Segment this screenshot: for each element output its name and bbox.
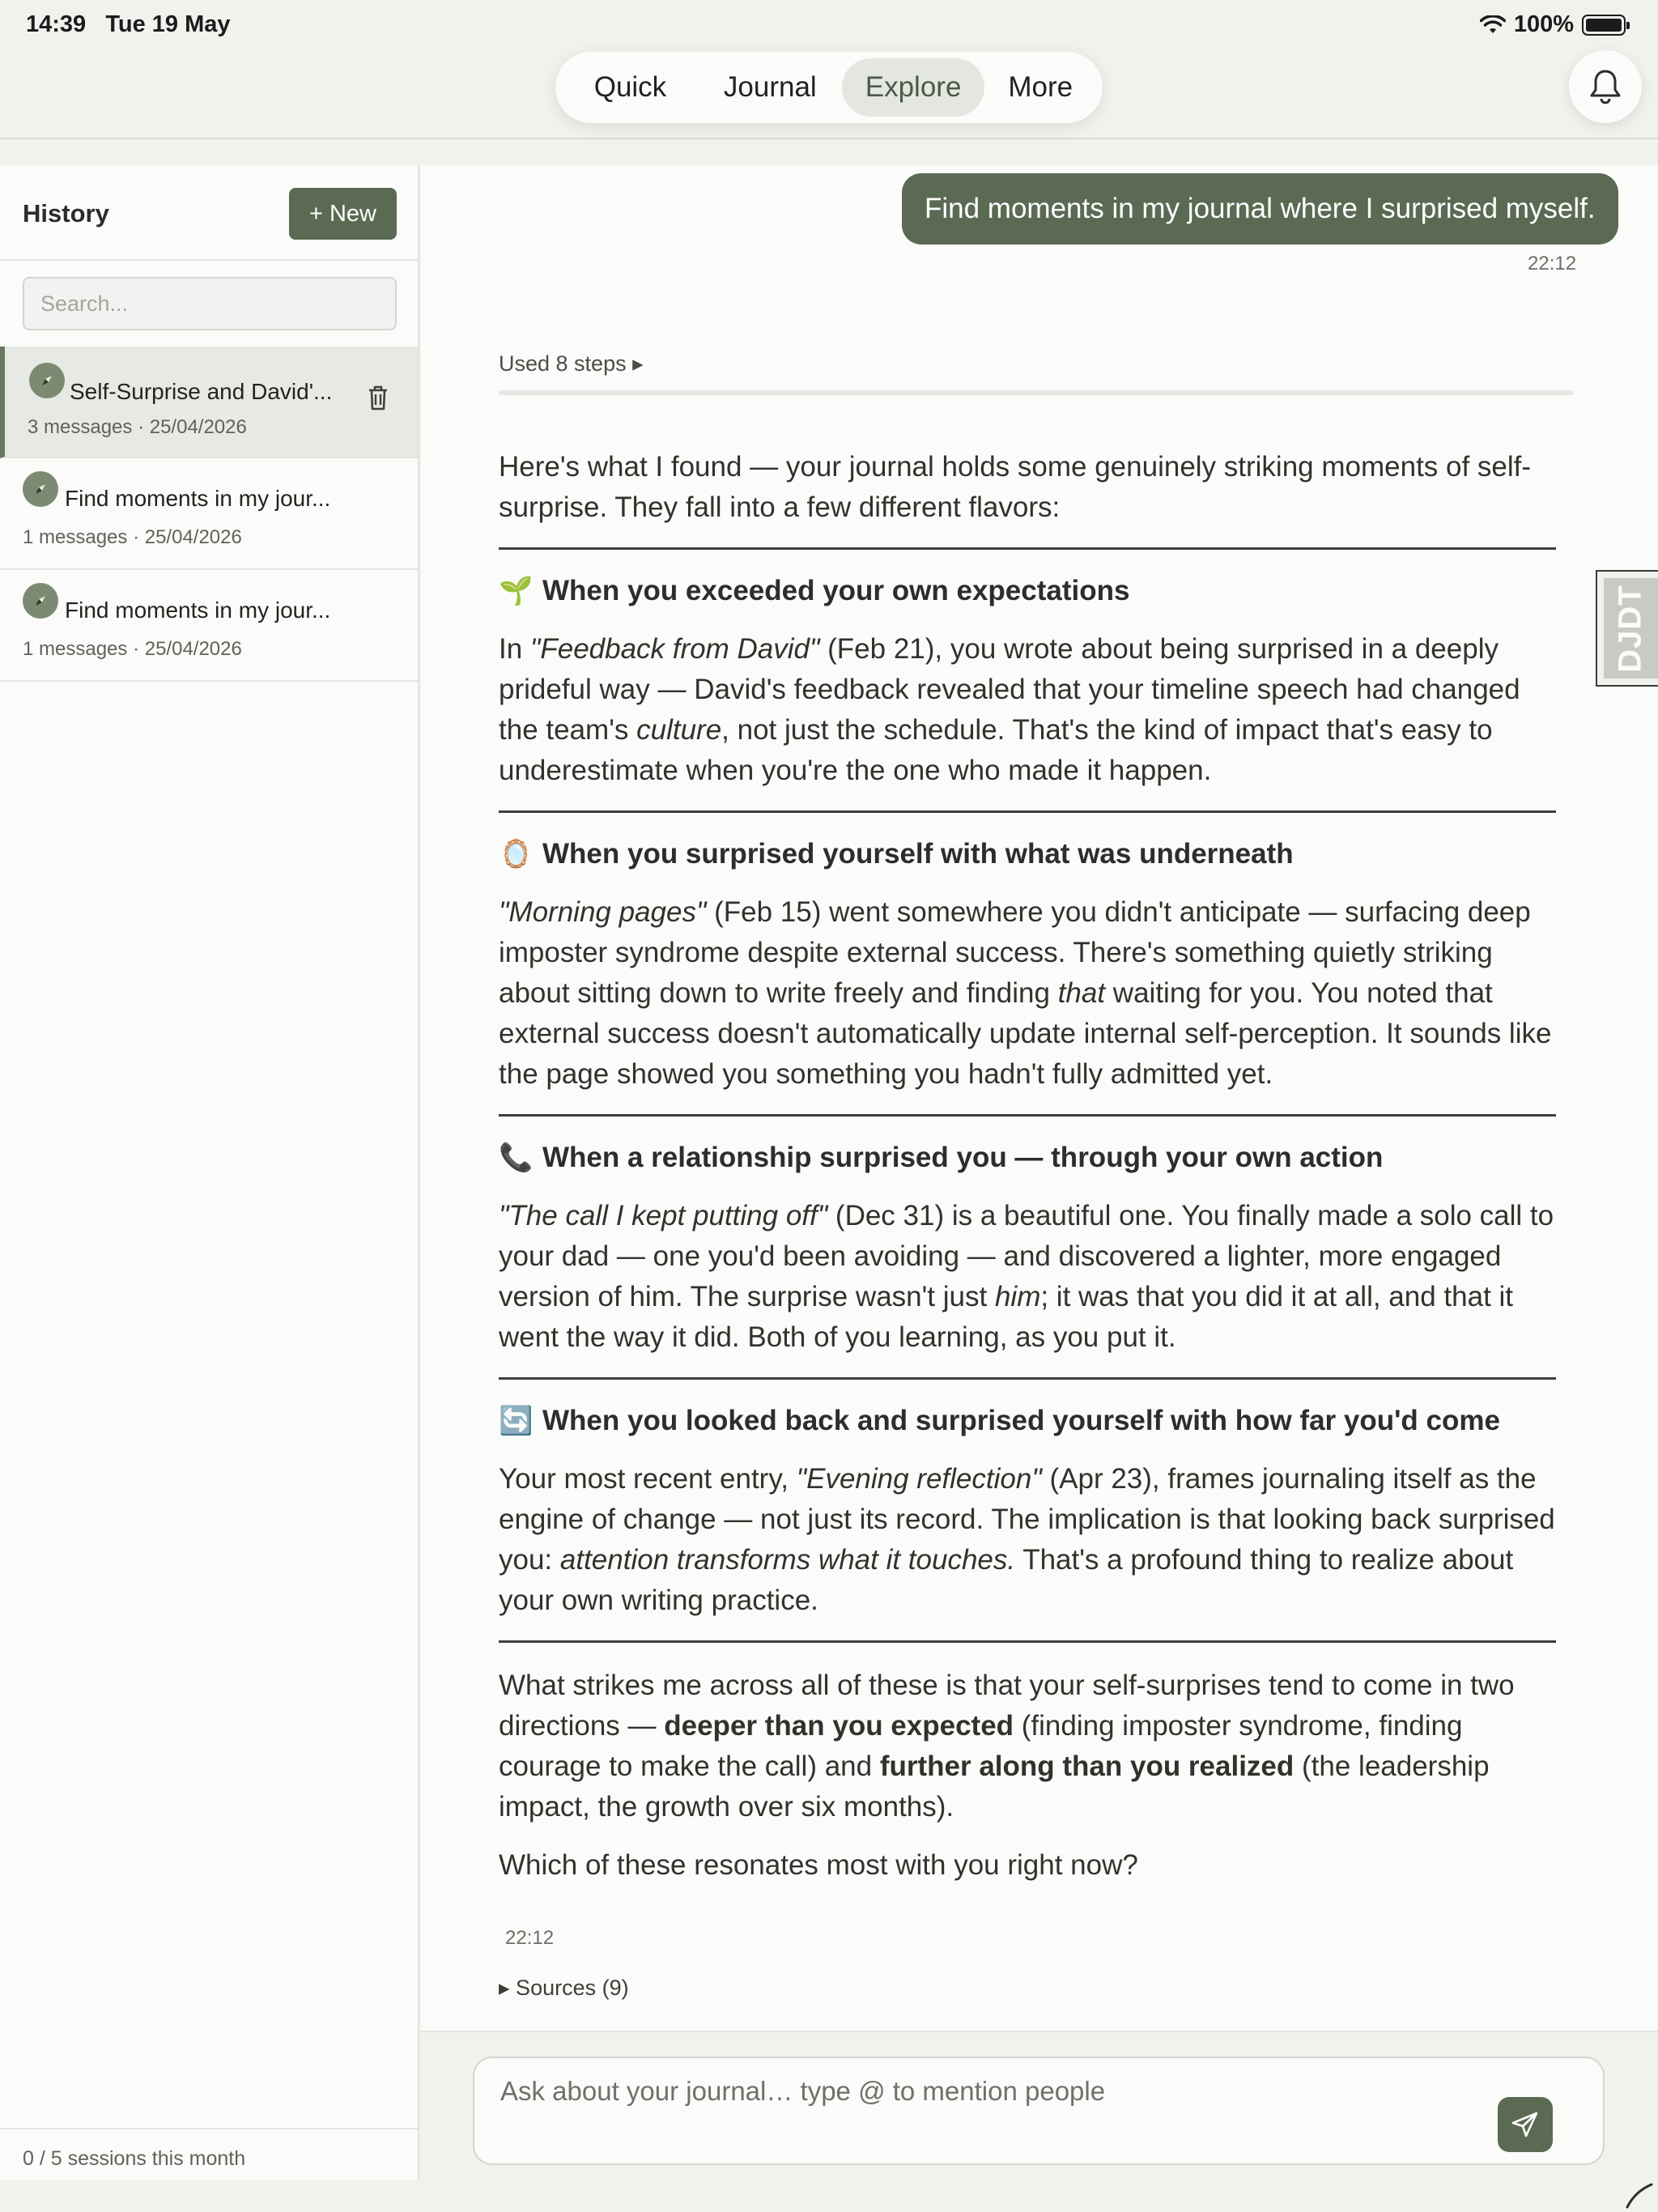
section-heading-text: When you exceeded your own expectations — [542, 575, 1130, 606]
user-message-time: 22:12 — [1528, 253, 1577, 274]
history-item-meta: 1 messages · 25/04/2026 — [23, 526, 242, 548]
tab-quick[interactable]: Quick — [593, 71, 667, 103]
body-text: waiting for you. You noted that external success doesn't automatically update internal self-perception. It sounds like the page showed you something you hadn't fully admitted yet. — [499, 977, 1552, 1090]
status-time — [26, 11, 231, 38]
history-sidebar — [0, 165, 419, 2180]
section-heading — [499, 1139, 1556, 1176]
emphasis: culture — [636, 714, 722, 746]
section-body — [499, 1196, 1556, 1358]
status-right — [1480, 11, 1626, 38]
section-heading — [499, 572, 1556, 610]
battery-icon — [1582, 15, 1626, 36]
phone-icon: 📞 — [499, 1142, 534, 1173]
mirror-icon: 🪞 — [499, 839, 534, 870]
history-list — [0, 347, 418, 682]
steps-progress-bar — [499, 390, 1574, 395]
composer-area — [421, 2031, 1658, 2180]
answer-question: Which of these resonates most with you right now? — [499, 1849, 1138, 1881]
body-text: (Feb 21), you wrote about being surprised in a deeply prideful way — David's feedback revealed that your timeline speech had changed the team's — [499, 633, 1520, 746]
history-item-title: Self-Surprise and David'... — [70, 379, 333, 404]
history-item[interactable] — [0, 458, 418, 570]
entry-title: "The call I kept putting off" — [499, 1200, 828, 1231]
sources-toggle[interactable]: ▸ Sources (9) — [499, 1976, 629, 2000]
body-text: That's a profound thing to realize about your own writing practice. — [499, 1544, 1514, 1616]
section-body — [499, 1459, 1556, 1621]
entry-title: "Evening reflection" — [796, 1463, 1042, 1495]
chat-panel — [421, 165, 1658, 2031]
tab-explore[interactable]: Explore — [842, 58, 985, 117]
body-text: (Feb 15) went somewhere you didn't anticipate — surfacing deep imposter syndrome despite external success. There's something quietly striking about sitting down to write freely and finding — [499, 896, 1531, 1009]
trash-icon[interactable] — [366, 384, 390, 411]
search-input[interactable] — [23, 277, 397, 330]
history-item-title: Find moments in my jour... — [65, 486, 331, 511]
history-item[interactable] — [0, 570, 418, 682]
compass-icon — [23, 583, 58, 619]
body-text: (Apr 23), frames journaling itself as the engine of change — not just its record. The implication is that looking back surprised you: — [499, 1463, 1555, 1576]
compass-icon — [29, 363, 65, 398]
wifi-icon — [1480, 15, 1506, 35]
body-text: ; it was that you did it at all, and that it went the way it did. Both of you learning, as you put it. — [499, 1281, 1514, 1353]
tab-more[interactable]: More — [1008, 71, 1073, 103]
bold-phrase: further along than you realized — [879, 1750, 1295, 1782]
answer-summary — [499, 1665, 1556, 1827]
emphasis: attention transforms what it touches. — [559, 1544, 1016, 1576]
resize-handle-icon — [1624, 2180, 1653, 2209]
sessions-count: 0 / 5 sessions this month — [23, 2147, 246, 2170]
user-message: Find moments in my journal where I surprised myself. — [902, 173, 1618, 245]
divider — [499, 1640, 1556, 1643]
divider — [499, 810, 1556, 813]
section-heading-text: When you looked back and surprised yourself with how far you'd come — [542, 1405, 1500, 1436]
answer-intro: Here's what I found — your journal holds some genuinely striking moments of self-surprise. They fall into a few different flavors: — [499, 451, 1532, 523]
send-button[interactable] — [1498, 2097, 1553, 2152]
repeat-icon: 🔄 — [499, 1406, 534, 1436]
body-text: Your most recent entry, — [499, 1463, 797, 1495]
body-text: In — [499, 633, 530, 665]
assistant-message-time: 22:12 — [505, 1927, 555, 1949]
divider — [499, 547, 1556, 550]
sidebar-title: History — [23, 199, 109, 228]
battery-percent: 100% — [1513, 11, 1574, 37]
body-text: , not just the schedule. That's the kind of impact that's easy to underestimate when you're the one who made it happen. — [499, 714, 1493, 786]
top-tab-bar — [555, 52, 1103, 123]
debug-toolbar-label: DJDT — [1613, 584, 1649, 673]
history-item[interactable] — [0, 347, 418, 458]
section-heading — [499, 836, 1556, 873]
section-heading-text: When you surprised yourself with what was underneath — [542, 838, 1294, 870]
history-item-meta: 1 messages · 25/04/2026 — [23, 638, 242, 660]
assistant-message — [499, 447, 1556, 1886]
debug-toolbar-tab-inner — [1604, 578, 1658, 678]
body-text: What strikes me across all of these is that your self-surprises tend to come in two directions — — [499, 1670, 1515, 1742]
emphasis: that — [1057, 977, 1106, 1009]
entry-title: "Feedback from David" — [529, 633, 820, 665]
status-bar — [0, 0, 1658, 50]
composer — [473, 2057, 1605, 2165]
steps-toggle[interactable]: Used 8 steps ▸ — [499, 351, 644, 376]
section-body — [499, 629, 1556, 791]
body-text: (Dec 31) is a beautiful one. You finally made a solo call to your dad — one you'd been avoiding — and discovered a lighter, more engaged version of him. The surprise wasn't just — [499, 1200, 1554, 1312]
tab-journal[interactable]: Journal — [723, 71, 817, 103]
seedling-icon: 🌱 — [499, 576, 534, 606]
history-item-title: Find moments in my jour... — [65, 598, 331, 623]
emphasis: him — [994, 1281, 1041, 1312]
new-session-button[interactable]: + New — [289, 188, 397, 240]
debug-toolbar-tab[interactable] — [1596, 570, 1658, 687]
bell-icon — [1588, 68, 1623, 105]
sidebar-header — [0, 165, 418, 261]
section-heading — [499, 1402, 1556, 1440]
date: Tue 19 May — [105, 11, 231, 37]
entry-title: "Morning pages" — [499, 896, 707, 928]
history-item-meta: 3 messages · 25/04/2026 — [28, 416, 247, 438]
clock: 14:39 — [26, 11, 87, 37]
body-text: (finding imposter syndrome, finding courage to make the call) and — [499, 1710, 1463, 1782]
section-body — [499, 892, 1556, 1095]
sidebar-footer — [0, 2128, 418, 2180]
notifications-button[interactable] — [1569, 50, 1642, 123]
divider — [499, 1114, 1556, 1117]
send-icon — [1511, 2110, 1540, 2139]
body-text: (the leadership impact, the growth over six months). — [499, 1750, 1490, 1823]
message-input[interactable] — [500, 2076, 1472, 2107]
divider — [499, 1377, 1556, 1380]
compass-icon — [23, 471, 58, 507]
bold-phrase: deeper than you expected — [664, 1710, 1014, 1742]
section-heading-text: When a relationship surprised you — through your own action — [542, 1142, 1384, 1173]
